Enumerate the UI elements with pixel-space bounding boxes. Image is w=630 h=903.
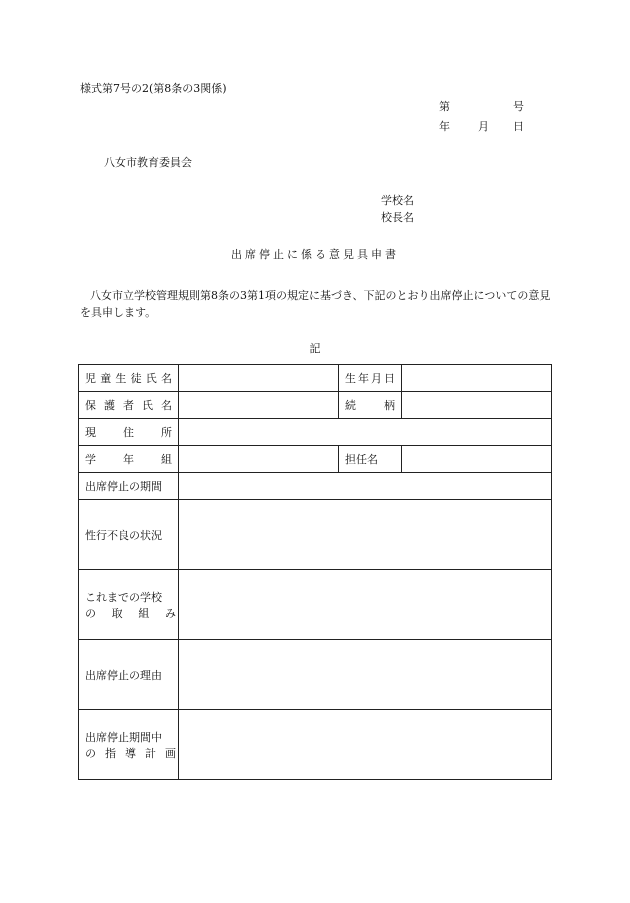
- student-name-label-text: 児 童 生 徒 氏 名: [85, 372, 172, 385]
- row-guardian: [79, 392, 552, 419]
- school-efforts-label-line1: これまでの学校: [85, 590, 162, 604]
- guidance-plan-field[interactable]: [179, 710, 552, 780]
- row-efforts: [79, 570, 552, 640]
- birthdate-label-text: 生 年 月 日: [345, 372, 395, 385]
- body-text: 八女市立学校管理規則第8条の3第1項の規定に基づき、下記のとおり出席停止についての意見を具申します。: [80, 289, 551, 319]
- relationship-label: [339, 392, 402, 419]
- date-year-label: 年: [439, 120, 450, 133]
- row-student: [79, 365, 552, 392]
- school-efforts-label: [79, 570, 179, 640]
- grade-class-label: [79, 446, 179, 473]
- row-period: [79, 473, 552, 500]
- suspension-period-label: [79, 473, 179, 500]
- guidance-plan-label-line1: 出席停止期間中: [85, 730, 162, 744]
- relationship-field[interactable]: [402, 392, 552, 419]
- guidance-plan-label-line2: の 指 導 計 画: [85, 746, 176, 760]
- student-name-label: [79, 365, 179, 392]
- conduct-field[interactable]: [179, 500, 552, 570]
- school-efforts-field[interactable]: [179, 570, 552, 640]
- row-conduct: [79, 500, 552, 570]
- suspension-reason-label: [79, 640, 179, 710]
- suspension-period-label-text: 出席停止の期間: [85, 480, 162, 493]
- document-title: 出席停止に係る意見具申書: [231, 248, 399, 261]
- conduct-label: [79, 500, 179, 570]
- guidance-plan-label: [79, 710, 179, 780]
- relationship-label-text: 続 柄: [345, 399, 395, 412]
- guardian-name-label-text: 保 護 者 氏 名: [85, 399, 172, 412]
- student-name-field[interactable]: [179, 365, 339, 392]
- row-reason: [79, 640, 552, 710]
- homeroom-teacher-field[interactable]: [402, 446, 552, 473]
- address-field[interactable]: [179, 419, 552, 446]
- conduct-label-text: 性行不良の状況: [85, 528, 162, 542]
- guardian-name-label: [79, 392, 179, 419]
- grade-class-field[interactable]: [179, 446, 339, 473]
- doc-number-label: 第: [439, 100, 450, 113]
- recipient: 八女市教育委員会: [104, 156, 192, 169]
- row-guidance: [79, 710, 552, 780]
- address-label-text: 現 住 所: [85, 426, 172, 439]
- address-label: [79, 419, 179, 446]
- homeroom-teacher-label-text: 担任名: [345, 453, 378, 466]
- suspension-period-field[interactable]: [179, 473, 552, 500]
- record-mark: 記: [309, 342, 321, 355]
- date-month-label: 月: [478, 120, 489, 133]
- doc-number-suffix: 号: [513, 100, 524, 113]
- grade-class-label-text: 学 年 組: [85, 453, 172, 466]
- date-day-label: 日: [513, 120, 524, 133]
- suspension-reason-label-text: 出席停止の理由: [85, 668, 162, 682]
- guardian-name-field[interactable]: [179, 392, 339, 419]
- principal-name-label: 校長名: [381, 211, 414, 224]
- application-form-table: [78, 364, 552, 780]
- row-grade: [79, 446, 552, 473]
- school-name-label: 学校名: [381, 194, 414, 207]
- school-efforts-label-line2: の 取 組 み: [85, 606, 176, 620]
- birthdate-label: [339, 365, 402, 392]
- suspension-reason-field[interactable]: [179, 640, 552, 710]
- birthdate-field[interactable]: [402, 365, 552, 392]
- form-id: 様式第7号の2(第8条の3関係): [80, 82, 227, 95]
- row-address: [79, 419, 552, 446]
- homeroom-teacher-label: [339, 446, 402, 473]
